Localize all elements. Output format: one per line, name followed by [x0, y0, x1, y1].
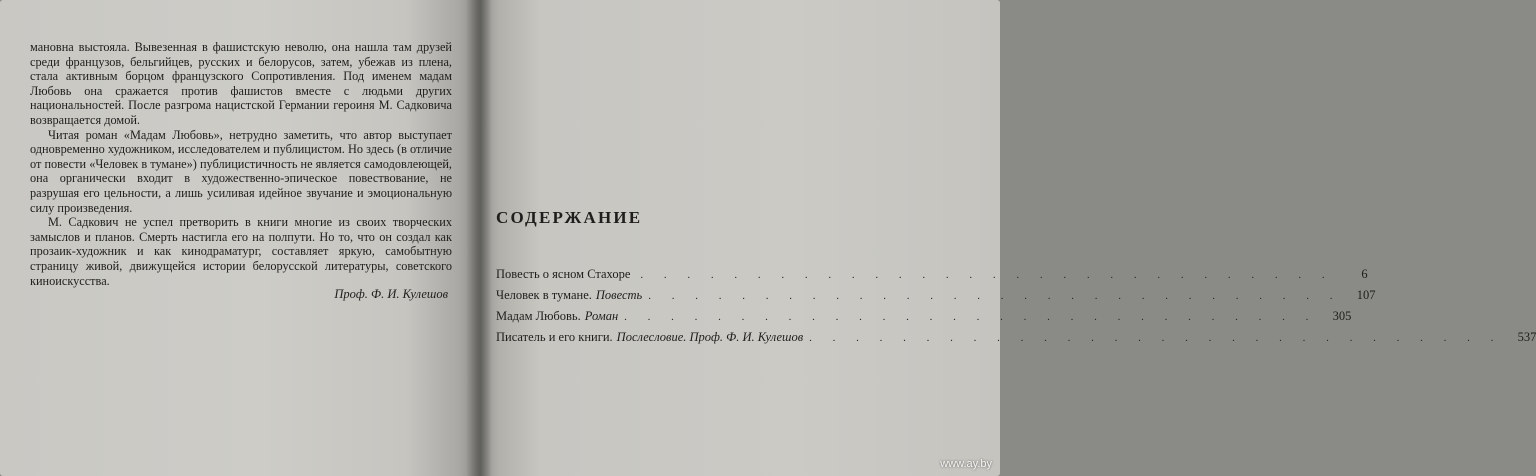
toc-page-number: 305 [1332, 309, 1352, 323]
toc-entry [496, 309, 1352, 330]
toc-entry [496, 330, 1536, 351]
book-gutter [466, 0, 492, 476]
left-page [0, 0, 478, 476]
toc-leader-dots: . . . . . . . . . . . . . . . . . . . . . . . . . . . . . . [648, 290, 1342, 302]
site-watermark: www.ay.by [940, 458, 992, 470]
afterword-text [30, 40, 452, 288]
author-signature: Проф. Ф. И. Кулешов [334, 287, 448, 301]
toc-page-number: 107 [1356, 288, 1376, 302]
toc-entry-subtitle: Послесловие. Проф. Ф. И. Кулешов [616, 330, 804, 344]
toc-entry-subtitle: Повесть [595, 288, 643, 302]
toc-entry [496, 267, 1368, 288]
toc-leader-dots: . . . . . . . . . . . . . . . . . . . . . . . . . . . . . . [624, 311, 1318, 323]
toc-leader-dots: . . . . . . . . . . . . . . . . . . . . . . . . . . . . . . [809, 332, 1503, 344]
paragraph: М. Садкович не успел претворить в книги многие из своих творческих замыслов и планов. Смерть настигла его на полпути. Но то, что он создал как прозаик-художник и как кинодраматург, составляет яркую, самобытную страницу живой, движущейся истории белорусской литературы, советского киноискусства. [30, 215, 452, 288]
toc-entry [496, 288, 1376, 309]
paragraph: Читая роман «Мадам Любовь», нетрудно заметить, что автор выступает одновременно художником, исследователем и публицистом. Но здесь (в отличие от повести «Человек в тумане») публицистичность не является самодовлеющей, она органически входит в художественно-эпическое повествование, не разрушая его цельности, а лишь усиливая идейное звучание и эмоциональную силу произведения. [30, 127, 452, 215]
toc-leader-dots: . . . . . . . . . . . . . . . . . . . . . . . . . . . . . . [640, 269, 1334, 281]
toc-page-number: 6 [1361, 267, 1368, 281]
toc-entry-title: Мадам Любовь. [496, 309, 581, 323]
toc-page-number: 537 [1517, 330, 1536, 344]
toc-entry-title: Писатель и его книги. [496, 330, 613, 344]
toc-entry-title: Повесть о ясном Стахоре [496, 267, 631, 281]
paragraph: мановна выстояла. Вывезенная в фашистскую неволю, она нашла там друзей среди французов, бельгийцев, русских и белорусов, затем, убежав из плена, стала активным борцом французского Сопротивления. Под именем мадам Любовь она сражается против фашистов вместе с людьми других национальностей. После разгрома нацистской Германии героиня М. Садковича возвращается домой. [30, 40, 452, 127]
toc-entry-title: Человек в тумане. [496, 288, 592, 302]
contents-heading: СОДЕРЖАНИЕ [496, 208, 643, 227]
toc-entry-subtitle: Роман [584, 309, 619, 323]
right-page [478, 0, 1000, 476]
table-of-contents [496, 267, 1536, 351]
